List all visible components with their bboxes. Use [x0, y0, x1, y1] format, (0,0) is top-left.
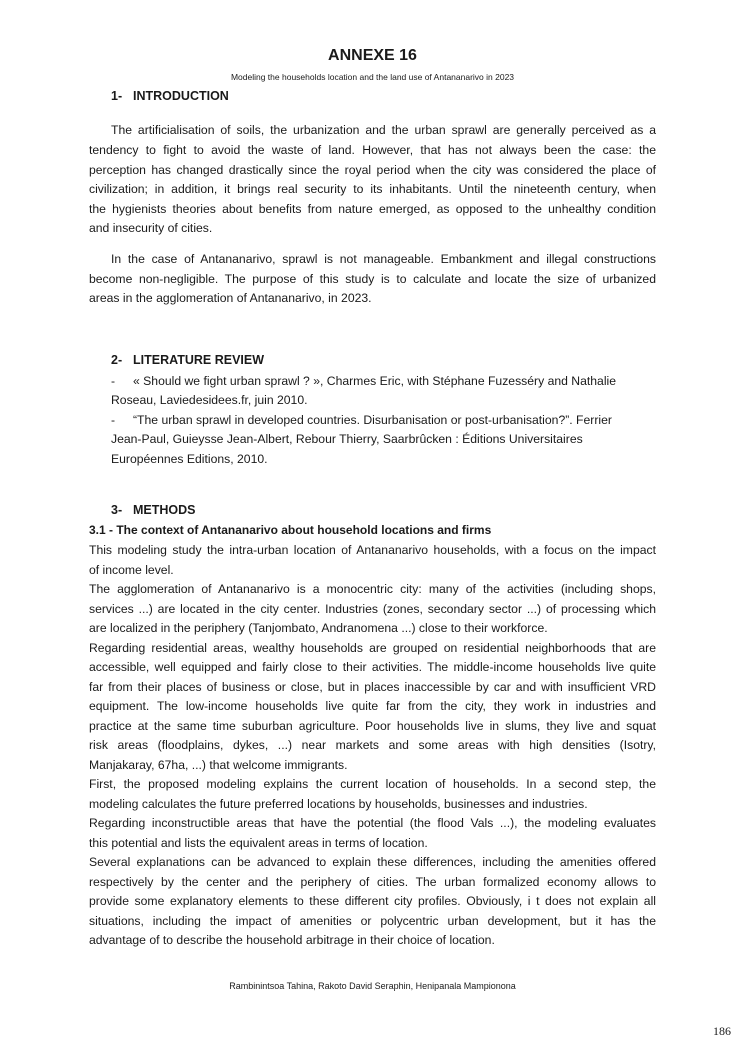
paragraph-line: this potential and lists the equivalent areas in terms of location. — [89, 836, 428, 850]
paragraph-line: tendency to fight to avoid the waste of land. However, that has not always been the case: the — [89, 143, 656, 157]
section-title: METHODS — [133, 503, 196, 517]
paragraph-line: perception has changed drastically since the royal period when the city was considered the place of — [89, 163, 656, 177]
section-number: 3- — [111, 503, 123, 517]
paragraph-line: This modeling study the intra-urban location of Antananarivo households, with a focus on the impact — [89, 543, 656, 557]
paragraph-line: respectively by the center and the periphery of cities. The urban formalized economy allows to — [89, 875, 656, 889]
section-title: LITERATURE REVIEW — [133, 353, 265, 367]
reference-text: “The urban sprawl in developed countries. Disurbanisation or post-urbanisation?”. Ferrier — [133, 413, 612, 427]
list-bullet: - — [111, 374, 116, 388]
reference-text: « Should we fight urban sprawl ? », Charmes Eric, with Stéphane Fuzesséry and Nathalie — [133, 374, 617, 388]
paragraph-line: become non-negligible. The purpose of this study is to calculate and locate the size of urbanized — [89, 272, 656, 286]
paragraph-line: In the case of Antananarivo, sprawl is not manageable. Embankment and illegal constructions — [111, 252, 656, 266]
paragraph-line: Manjakaray, 67ha, ...) that welcome immigrants. — [89, 758, 348, 772]
section-number: 2- — [111, 353, 123, 367]
reference-line: Jean-Paul, Guieysse Jean-Albert, Rebour Thierry, Saarbrûcken : Éditions Universitaires — [111, 432, 583, 446]
section-number: 1- — [111, 89, 123, 103]
paragraph-line: of income level. — [89, 563, 174, 577]
page-number: 186 — [713, 1024, 731, 1038]
reference-line: Roseau, Laviedesidees.fr, juin 2010. — [111, 393, 308, 407]
section-heading-methods — [111, 503, 196, 517]
paragraph-line: risk areas (floodplains, dykes, ...) near markets and some areas with high densities (Isotry, — [89, 738, 656, 752]
paragraph-line: Regarding residential areas, wealthy households are grouped on residential neighborhoods that are — [89, 641, 656, 655]
paragraph-line: advantage of to describe the household arbitrage in their choice of location. — [89, 933, 495, 947]
page-footer-authors: Rambinintsoa Tahina, Rakoto David Seraphin, Henipanala Mampionona — [229, 981, 516, 991]
page-title: ANNEXE 16 — [328, 47, 417, 64]
paragraph-line: First, the proposed modeling explains the current location of households. In a second step, the — [89, 777, 656, 791]
section-title: INTRODUCTION — [133, 89, 229, 103]
paragraph-line: Regarding inconstructible areas that have the potential (the flood Vals ...), the modeling evaluates — [89, 816, 656, 830]
paragraph-line: areas in the agglomeration of Antananarivo, in 2023. — [89, 291, 372, 305]
list-bullet: - — [111, 413, 116, 427]
paragraph-line: practice at the same time suburban agriculture. Poor households live in slums, they live and squat — [89, 719, 656, 733]
reference-item — [111, 374, 616, 388]
section-heading-literature-review — [111, 353, 264, 367]
paragraph-line: civilization; in addition, it brings real security to its inhabitants. Until the nineteenth century, when — [89, 182, 656, 196]
paragraph-line: services ...) are located in the city center. Industries (zones, secondary sector ...) of processing which — [89, 602, 656, 616]
paragraph-line: far from their places of business or close, but in places inaccessible by car and with insufficient VRD — [89, 680, 656, 694]
paragraph-line: situations, including the impact of amenities or polycentric urban development, but it has the — [89, 914, 656, 928]
reference-line: Européennes Editions, 2010. — [111, 452, 268, 466]
paragraph-line: accessible, well equipped and fairly close to their activities. The middle-income households live quite — [89, 660, 656, 674]
paragraph-line: equipment. The low-income households live quite far from the city, they work in industries and — [89, 699, 656, 713]
subsection-heading: 3.1 - The context of Antananarivo about household locations and firms — [89, 523, 492, 537]
paragraph-line: Several explanations can be advanced to explain these differences, including the amenities offered — [89, 855, 656, 869]
section-heading-introduction — [111, 89, 229, 103]
paragraph-line: The artificialisation of soils, the urbanization and the urban sprawl are generally perceived as a — [111, 123, 656, 137]
page-subtitle: Modeling the households location and the land use of Antananarivo in 2023 — [230, 72, 515, 82]
reference-item — [111, 413, 612, 427]
paragraph-line: are localized in the periphery (Tanjombato, Andranomena ...) close to their workforce. — [89, 621, 548, 635]
paragraph-line: modeling calculates the future preferred locations by households, businesses and industries. — [89, 797, 588, 811]
paragraph-line: The agglomeration of Antananarivo is a monocentric city: many of the activities (including shops, — [89, 582, 656, 596]
paragraph-line: and insecurity of cities. — [89, 221, 213, 235]
paragraph-line: the hygienists theories about benefits from nature emerged, as opposed to the unhealthy condition — [89, 202, 656, 216]
paragraph-line: provide some explanatory elements to these different city profiles. Obviously, i t does not explain all — [89, 894, 656, 908]
